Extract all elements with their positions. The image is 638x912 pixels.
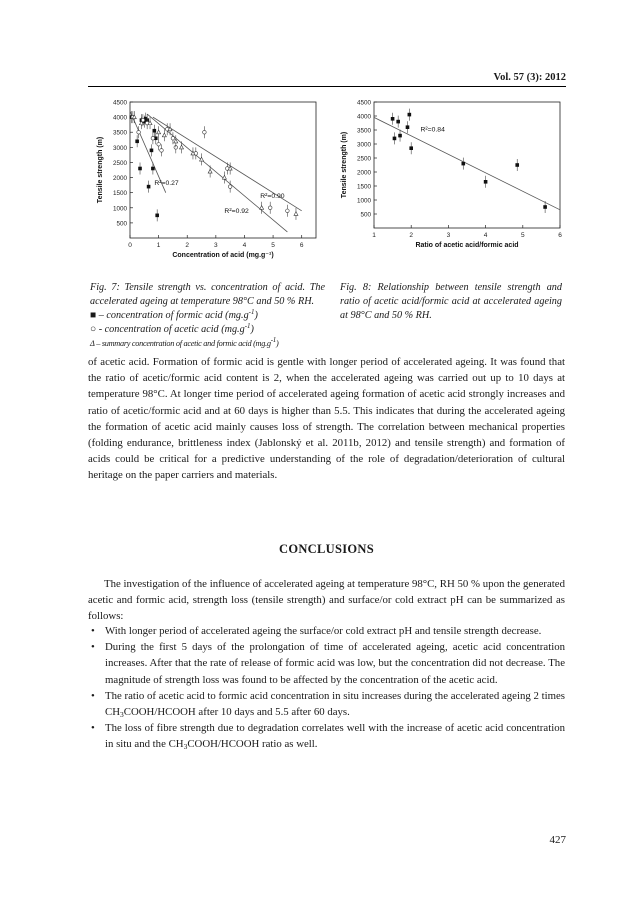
figure-8-caption: Fig. 8: Relationship between tensile strength and ratio of acetic acid/formic acid at accelerated ageing at 98°C and 50 % RH. bbox=[340, 282, 562, 321]
circle-marker-icon: ○ bbox=[90, 324, 97, 335]
plot-frame bbox=[374, 102, 560, 228]
fig7-legend-formic: ■ – concentration of formic acid $(mg.g^{-1})$ bbox=[90, 308, 258, 321]
figure-7-chart bbox=[92, 96, 324, 266]
y-tick-label: 500 bbox=[116, 220, 127, 228]
data-point-circle bbox=[137, 130, 141, 134]
conclusions-heading: CONCLUSIONS bbox=[279, 542, 374, 556]
fig7-caption-text: Fig. 7: Tensile strength vs. concentration of acid. The accelerated ageing at temperature 98°C and 50 % RH. bbox=[90, 282, 325, 307]
data-point-circle bbox=[157, 143, 161, 147]
y-tick-label: 1500 bbox=[112, 190, 127, 198]
data-point-square bbox=[398, 134, 402, 138]
data-point-square bbox=[147, 185, 151, 189]
y-tick-label: 2500 bbox=[112, 159, 127, 167]
x-tick-label: 2 bbox=[409, 232, 414, 239]
data-point-circle bbox=[228, 185, 232, 189]
list-item: • The ratio of acetic acid to formic acid concentration in situ increases during the accelerated ageing 2 times $CH_3COOH$/HCOOH after 10 days and 5.5 after 60 days. bbox=[88, 688, 565, 720]
fit-label-r2-027: R²=0.27 bbox=[154, 180, 179, 188]
y-tick-label: 500 bbox=[360, 211, 371, 219]
y-tick-label: 4000 bbox=[356, 113, 371, 121]
y-tick-label: 1500 bbox=[356, 183, 371, 191]
figure-8-chart bbox=[336, 96, 564, 266]
data-point-triangle bbox=[260, 206, 264, 210]
data-point-square bbox=[138, 167, 142, 171]
x-tick-label: 2 bbox=[185, 242, 190, 249]
data-point-circle bbox=[160, 149, 164, 153]
data-point-square bbox=[135, 139, 139, 143]
x-tick-label: 4 bbox=[242, 242, 247, 249]
x-tick-label: 1 bbox=[372, 232, 376, 239]
y-tick-label: 1000 bbox=[112, 205, 127, 213]
fig7-legend-summary: Δ – summary concentration of acetic and formic acid $(mg.g^{-1})$ bbox=[90, 336, 279, 348]
x-tick-label: 6 bbox=[558, 232, 562, 239]
list-item: • During the first 5 days of the prolongation of time of accelerated ageing, acetic acid concentration increases. After that the rate of release of formic acid was low, but the concentration did not decrease. The magnitude of strength loss was found to be affected by the concentration of the acetic acid. bbox=[88, 639, 565, 688]
plot-frame bbox=[130, 102, 316, 238]
x-tick-label: 3 bbox=[446, 232, 451, 239]
data-point-circle bbox=[268, 206, 272, 210]
data-point-square bbox=[515, 163, 519, 167]
y-tick-label: 3000 bbox=[356, 141, 371, 149]
y-axis-label: Tensile strength (m) bbox=[341, 131, 348, 199]
y-tick-label: 3500 bbox=[112, 129, 127, 137]
fit-label-r2-084: R²=0.84 bbox=[420, 126, 445, 134]
data-point-square bbox=[151, 167, 155, 171]
data-point-circle bbox=[171, 136, 175, 140]
fit-label-r2-092: R²=0.92 bbox=[224, 208, 249, 216]
y-tick-label: 2000 bbox=[356, 169, 371, 177]
data-point-square bbox=[150, 149, 154, 153]
fig7-legend-acetic: ○ - concentration of acetic acid $(mg.g^{-1})$ bbox=[90, 322, 254, 335]
header-rule bbox=[88, 86, 566, 87]
triangle-marker-icon: Δ bbox=[90, 339, 95, 348]
fit-line bbox=[147, 114, 287, 232]
list-item: • The loss of fibre strength due to degradation correlates well with the increase of acetic acid concentration in situ and the $CH_3COOH$/HCOOH ratio as well. bbox=[88, 720, 565, 752]
page-number: 427 bbox=[549, 834, 566, 846]
y-tick-label: 2500 bbox=[356, 155, 371, 163]
journal-header: Vol. 57 (3): 2012 bbox=[493, 72, 566, 83]
data-point-square bbox=[393, 137, 397, 141]
data-point-square bbox=[409, 146, 413, 150]
data-point-circle bbox=[151, 136, 155, 140]
x-axis-label: Concentration of acid (mg.g⁻¹) bbox=[172, 252, 274, 259]
x-tick-label: 3 bbox=[214, 242, 218, 249]
square-marker-icon: ■ bbox=[90, 310, 97, 321]
y-tick-label: 2000 bbox=[112, 175, 127, 183]
y-tick-label: 4500 bbox=[356, 99, 371, 107]
data-point-square bbox=[155, 214, 159, 218]
y-tick-label: 3000 bbox=[112, 144, 127, 152]
data-point-square bbox=[391, 117, 395, 121]
data-point-circle bbox=[203, 130, 207, 134]
data-point-triangle bbox=[294, 212, 298, 216]
y-tick-label: 1000 bbox=[356, 197, 371, 205]
paragraph-conclusions-intro: The investigation of the influence of accelerated ageing at temperature 98°C, RH 50 % upon the generated acetic and formic acid, strength loss (tensile strength) and surface/or cold extract pH can be summarized as follows: bbox=[88, 578, 565, 623]
data-point-triangle bbox=[180, 145, 184, 149]
data-point-square bbox=[406, 125, 410, 129]
x-tick-label: 5 bbox=[520, 232, 525, 239]
fit-label-r2-090: R²=0.90 bbox=[260, 193, 285, 201]
x-tick-label: 1 bbox=[156, 242, 161, 249]
figure-7-caption bbox=[90, 281, 325, 351]
data-point-triangle bbox=[222, 175, 226, 179]
data-point-square bbox=[153, 129, 157, 133]
y-tick-label: 3500 bbox=[356, 127, 371, 135]
data-point-circle bbox=[286, 209, 290, 213]
data-point-square bbox=[408, 113, 412, 117]
data-point-square bbox=[396, 120, 400, 124]
fit-line bbox=[374, 117, 560, 209]
x-tick-label: 0 bbox=[128, 242, 132, 249]
data-point-square bbox=[461, 162, 465, 166]
data-point-triangle bbox=[208, 169, 212, 173]
data-point-triangle bbox=[162, 133, 166, 137]
paragraph-1: of acetic acid. Formation of formic acid is gentle with longer period of accelerated ageing. It was found that the ratio of acetic/formic acid content is 2, when the accelerated ageing was carried out up to 10 days at temperature 98°C. At longer time period of accelerated ageing formation of acetic acid strongly increases and ratio of acetic/formic acid and at 60 days is higher than 5.5. This indicates that during the accelerated ageing the formation of acetic acid mainly causes loss of strength. The correlation between mechanical properties (folding endurance, brittleness index (Jablonský et al. 2011b, 2012) and tensile strength) and formation of acids could be critical for a predictive understanding of the role of degradation/deterioration of cultural heritage on the paper carriers and materials. bbox=[88, 356, 565, 482]
x-tick-label: 6 bbox=[299, 242, 304, 249]
conclusions-list bbox=[88, 623, 565, 753]
data-point-square bbox=[543, 205, 547, 209]
x-tick-label: 5 bbox=[271, 242, 275, 249]
x-tick-label: 4 bbox=[483, 232, 488, 239]
y-tick-label: 4000 bbox=[112, 114, 127, 122]
x-axis-label: Ratio of acetic acid/formic acid bbox=[415, 242, 519, 249]
data-point-triangle bbox=[157, 130, 161, 134]
y-axis-label: Tensile strength (m) bbox=[97, 136, 104, 204]
data-point-square bbox=[484, 180, 488, 184]
y-tick-label: 4500 bbox=[112, 99, 127, 107]
list-item: • With longer period of accelerated ageing the surface/or cold extract pH and tensile strength decrease. bbox=[88, 623, 565, 639]
